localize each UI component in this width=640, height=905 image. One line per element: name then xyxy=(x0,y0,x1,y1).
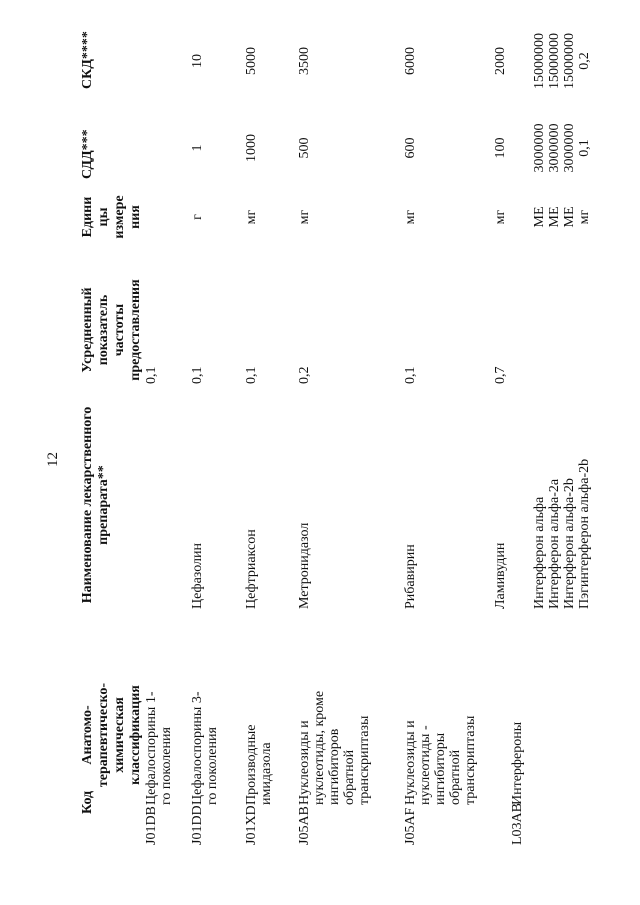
drug-skd: 15000000 xyxy=(547,33,562,89)
drug-sdd: 500 xyxy=(297,137,312,159)
drug-skd: 5000 xyxy=(244,47,259,75)
drug-frequency: 0,1 xyxy=(190,366,205,384)
row-class: Цефалоспорины 3- го поколения xyxy=(190,691,220,805)
drug-name: Цефазолин xyxy=(190,542,205,609)
drug-skd: 10 xyxy=(190,54,205,68)
drug-skd: 15000000 xyxy=(562,33,577,89)
drug-frequency: 0,1 xyxy=(244,366,259,384)
drug-skd: 0,2 xyxy=(577,52,592,70)
drug-frequency: 0,2 xyxy=(297,366,312,384)
header-frequency: Усредненный показатель частоты предоставления xyxy=(80,279,143,381)
drug-sdd: 1 xyxy=(190,144,205,152)
header-drug-name: Наименование лекарственного препарата** xyxy=(80,406,111,604)
drug-unit: МЕ xyxy=(532,206,547,228)
drug-name: Интерферон альфа xyxy=(532,496,547,609)
header-sdd: СДД*** xyxy=(80,129,95,179)
drug-name: Пэгинтерферон альфа-2b xyxy=(577,458,592,609)
drug-skd: 3500 xyxy=(297,47,312,75)
drug-name: Рибавирин xyxy=(403,544,418,609)
row-class: Нуклеозиды и нуклеотиды, кроме ингибиторов обратной транскриптазы xyxy=(297,690,372,805)
drug-sdd: 600 xyxy=(403,137,418,159)
drug-sdd: 3000000 xyxy=(547,123,562,173)
drug-skd: 6000 xyxy=(403,47,418,75)
drug-sdd: 3000000 xyxy=(562,123,577,173)
drug-unit: мг xyxy=(297,209,312,225)
drug-unit: МЕ xyxy=(562,206,577,228)
row-code: J05AB xyxy=(297,806,312,845)
header-code: Код xyxy=(80,790,95,814)
header-skd: СКД**** xyxy=(80,31,95,89)
page-number: 12 xyxy=(45,452,61,467)
row-class: Интерфероны xyxy=(510,721,525,805)
drug-name: Интерферон альфа-2a xyxy=(547,478,562,609)
drug-unit: мг xyxy=(493,209,508,225)
row-class: Цефалоспорины 1- го поколения xyxy=(144,691,174,805)
drug-name: Ламивудин xyxy=(493,542,508,609)
drug-unit: МЕ xyxy=(547,206,562,228)
row-code: J01DD xyxy=(190,805,205,845)
row-class: Нуклеозиды и нуклеотиды - ингибиторы обратной транскриптазы xyxy=(403,715,478,805)
drug-skd: 2000 xyxy=(493,47,508,75)
drug-skd: 15000000 xyxy=(532,33,547,89)
drug-sdd: 1000 xyxy=(244,134,259,162)
header-atc-class: Анатомо- терапевтическо- химическая классификация xyxy=(80,682,143,788)
drug-name: Интерферон альфа-2b xyxy=(562,478,577,609)
drug-unit: г xyxy=(190,214,205,220)
drug-name: Метронидазол xyxy=(297,522,312,609)
drug-unit: мг xyxy=(244,209,259,225)
row-code: J01DB xyxy=(144,806,159,845)
row-code: J01XD xyxy=(244,805,259,845)
drug-unit: мг xyxy=(577,209,592,225)
drug-sdd: 3000000 xyxy=(532,123,547,173)
drug-name: Цефтриаксон xyxy=(244,529,259,609)
drug-frequency: 0,1 xyxy=(403,366,418,384)
drug-sdd: 0,1 xyxy=(577,139,592,157)
header-units: Едини цы измере ния xyxy=(80,195,143,239)
row-class: Производные имидазола xyxy=(244,724,274,805)
drug-unit: мг xyxy=(403,209,418,225)
drug-frequency: 0,7 xyxy=(493,366,508,384)
row-code: L03AB xyxy=(510,803,525,845)
row-frequency: 0,1 xyxy=(144,366,159,384)
drug-sdd: 100 xyxy=(493,137,508,159)
row-code: J05AF xyxy=(403,807,418,845)
